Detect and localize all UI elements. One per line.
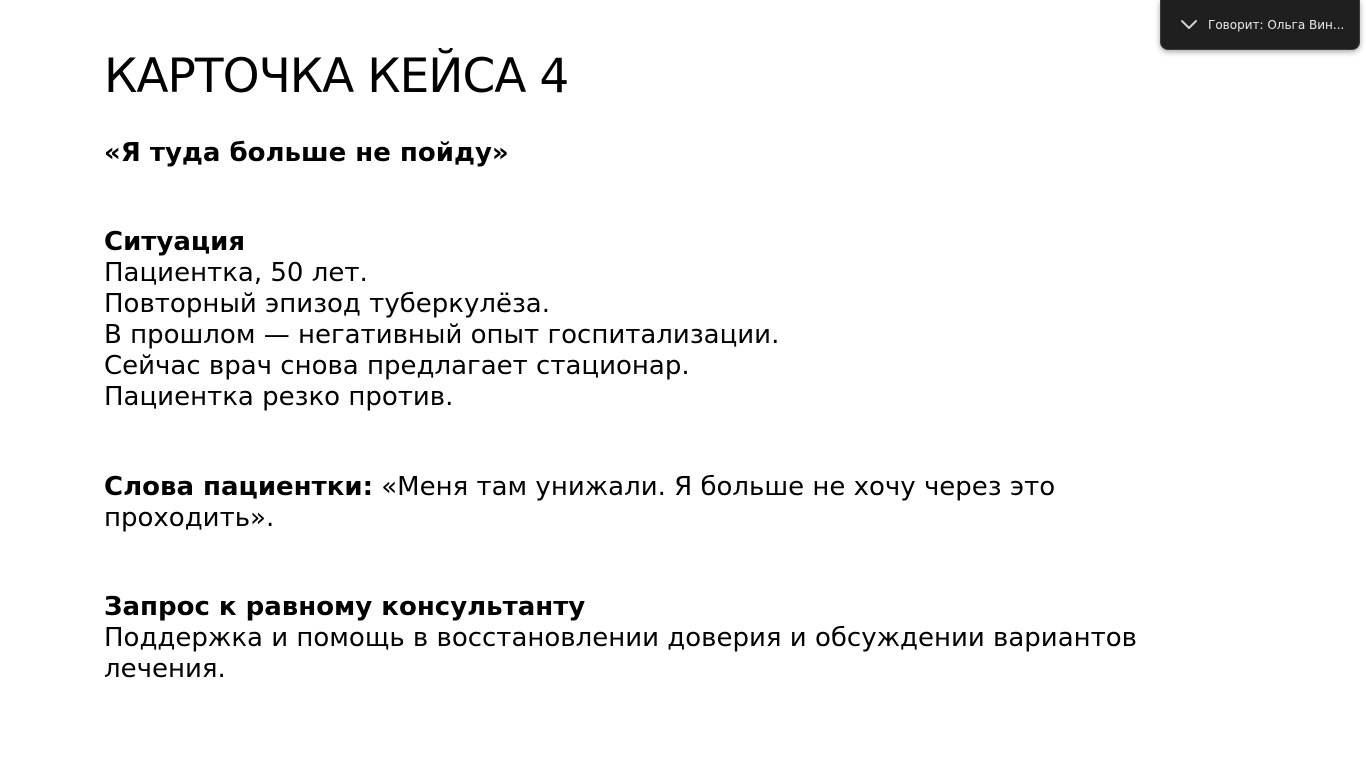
slide-title: КАРТОЧКА КЕЙСА 4: [104, 49, 569, 104]
situation-line: Пациентка, 50 лет.: [104, 258, 368, 288]
active-speaker-label: Говорит: Ольга Вин...: [1208, 17, 1345, 32]
situation-line: Повторный эпизод туберкулёза.: [104, 289, 550, 319]
request-heading: Запрос к равному консультанту: [104, 592, 586, 622]
situation-line: Пациентка резко против.: [104, 382, 454, 412]
patient-words-paragraph: [104, 472, 1204, 534]
request-section: [104, 592, 1254, 685]
situation-line: В прошлом — негативный опыт госпитализации.: [104, 320, 780, 350]
patient-words-label: Слова пациентки:: [104, 472, 373, 502]
active-speaker-notification[interactable]: [1160, 0, 1360, 50]
chevron-down-icon[interactable]: [1179, 18, 1199, 32]
situation-section: [104, 227, 1254, 413]
situation-heading: Ситуация: [104, 227, 246, 257]
case-subtitle: «Я туда больше не пойду»: [104, 138, 509, 168]
request-text: Поддержка и помощь в восстановлении доверия и обсуждении вариантов лечения.: [104, 623, 1138, 684]
patient-words-quote: «Меня там унижали. Я больше не хочу через это проходить».: [104, 472, 1056, 533]
situation-line: Сейчас врач снова предлагает стационар.: [104, 351, 690, 381]
patient-words-section: [104, 472, 1254, 534]
